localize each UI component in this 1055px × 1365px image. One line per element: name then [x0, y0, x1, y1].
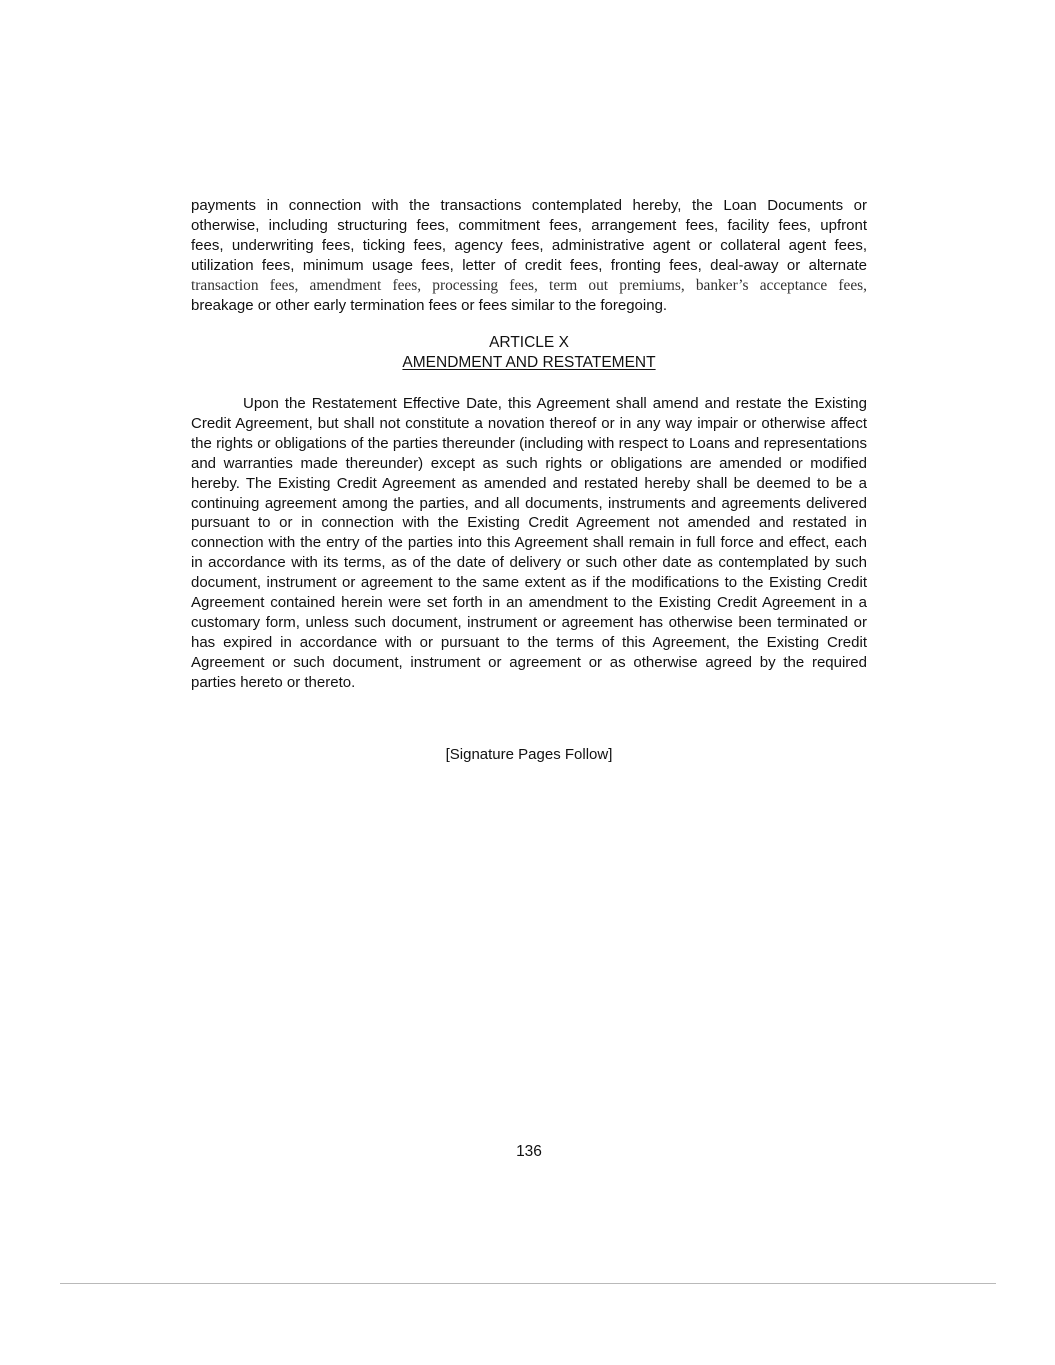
intro-line: otherwise, including structuring fees, commitment fees, arrangement fees, facility fees, upfront [191, 216, 867, 234]
intro-line: fees, underwriting fees, ticking fees, agency fees, administrative agent or collateral agent fees, [191, 236, 867, 254]
intro-line: payments in connection with the transactions contemplated hereby, the Loan Documents or [191, 197, 867, 214]
signature-pages-note: [Signature Pages Follow] [445, 746, 613, 763]
article-title [191, 353, 867, 373]
intro-line: breakage or other early termination fees or fees similar to the foregoing. [191, 296, 668, 314]
article-heading [191, 333, 867, 372]
article-number: ARTICLE X [489, 334, 569, 351]
article-title-text: AMENDMENT AND RESTATEMENT [402, 353, 656, 371]
body-paragraph: Upon the Restatement Effective Date, this Agreement shall amend and restate the Existing Credit Agreement, but shall not constitute a novation thereof or in any way impair or otherwise affect the rights or obligations of the parties thereunder (including with respect to Loans and representations and warranties made thereunder) except as such rights or obligations are amended or modified hereby. The Existing Credit Agreement as amended and restated hereby shall be deemed to be a continuing agreement among the parties, and all documents, instruments and agreements delivered pursuant to or in connection with the Existing Credit Agreement not amended and restated in connection with the entry of the parties into this Agreement shall remain in full force and effect, each in accordance with its terms, as of the date of delivery or such other date as contemplated by such document, instrument or agreement to the same extent as if the modifications to the Existing Credit Agreement contained herein were set forth in an amendment to the Existing Credit Agreement in a customary form, unless such document, instrument or agreement has otherwise been terminated or has expired in accordance with or pursuant to the terms of this Agreement, the Existing Credit Agreement or such document, instrument or agreement or as otherwise agreed by the required parties hereto or thereto. [191, 395, 867, 691]
intro-line: utilization fees, minimum usage fees, letter of credit fees, fronting fees, deal-away or alternate [191, 256, 867, 274]
intro-line: transaction fees, amendment fees, processing fees, term out premiums, banker’s acceptance fees, [191, 276, 867, 294]
intro-paragraph [191, 196, 867, 315]
footer-divider [60, 1283, 996, 1284]
page-number: 136 [516, 1143, 542, 1160]
